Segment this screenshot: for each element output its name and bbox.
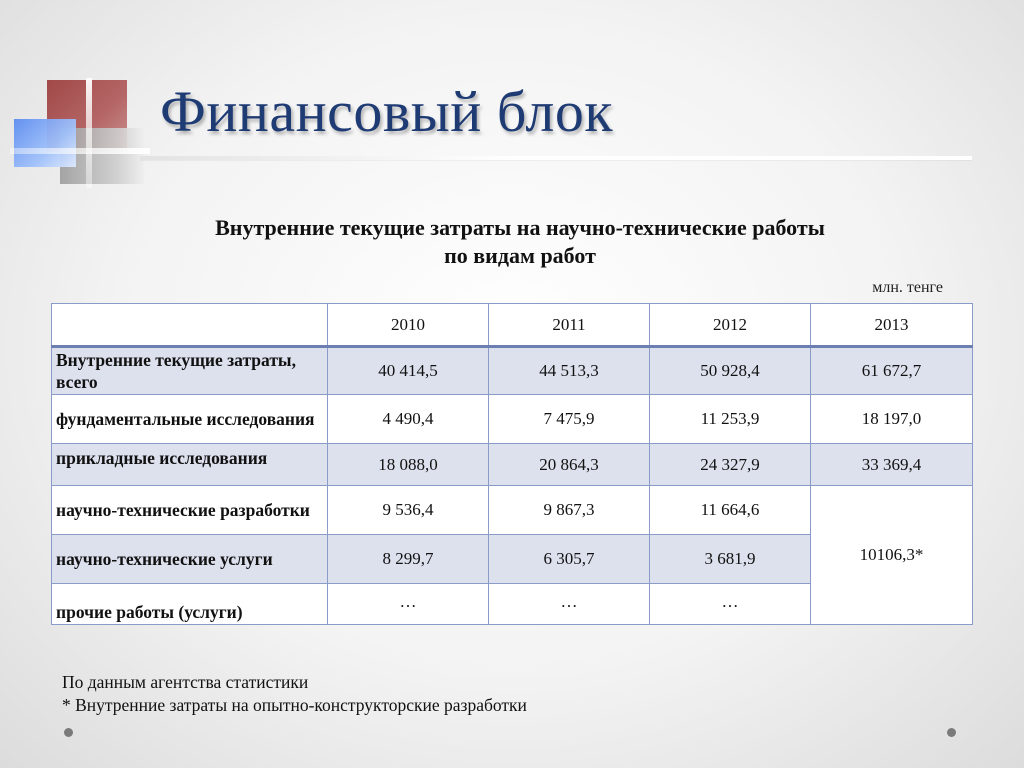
- table-cell: 18 197,0: [811, 395, 973, 444]
- decor-white-line-horizontal: [10, 148, 150, 154]
- slide-title: Финансовый блок: [160, 79, 614, 144]
- merged-cell-2013: 10106,3*: [811, 486, 973, 625]
- table-cell: 33 369,4: [811, 444, 973, 486]
- table-header-row: [52, 304, 973, 347]
- table-cell: 3 681,9: [650, 535, 811, 584]
- table-row: [52, 347, 973, 395]
- table-cell: 11 664,6: [650, 486, 811, 535]
- row-label: научно-технические разработки: [52, 486, 328, 535]
- row-label: прикладные исследования: [52, 444, 328, 486]
- table-caption-line2: по видам работ: [444, 243, 596, 268]
- table-cell: 24 327,9: [650, 444, 811, 486]
- header-cell-empty: [52, 304, 328, 347]
- table-cell: 18 088,0: [328, 444, 489, 486]
- table-cell: 6 305,7: [489, 535, 650, 584]
- decor-white-line-vertical: [86, 78, 92, 188]
- table-cell: 4 490,4: [328, 395, 489, 444]
- table-cell: 61 672,7: [811, 347, 973, 395]
- table-cell: 40 414,5: [328, 347, 489, 395]
- table-cell: 9 536,4: [328, 486, 489, 535]
- table-row: [52, 444, 973, 486]
- bottom-right-dot: [947, 728, 956, 737]
- table-cell: 11 253,9: [650, 395, 811, 444]
- header-cell-2013: 2013: [811, 304, 973, 347]
- row-label: прочие работы (услуги): [52, 584, 328, 625]
- header-cell-2012: 2012: [650, 304, 811, 347]
- data-table: [51, 303, 973, 625]
- footnotes: [62, 671, 527, 717]
- header-cell-2010: 2010: [328, 304, 489, 347]
- table-cell: …: [489, 584, 650, 625]
- row-label: научно-технические услуги: [52, 535, 328, 584]
- table-cell: 20 864,3: [489, 444, 650, 486]
- units-label: млн. тенге: [872, 279, 943, 296]
- bottom-left-dot: [64, 728, 73, 737]
- table-row: [52, 486, 973, 535]
- table-cell: …: [650, 584, 811, 625]
- table-cell: 50 928,4: [650, 347, 811, 395]
- table-cell: 44 513,3: [489, 347, 650, 395]
- table-caption-line1: Внутренние текущие затраты на научно-технические работы: [215, 215, 825, 240]
- asterisk-note: * Внутренние затраты на опытно-конструкторские разработки: [62, 695, 527, 715]
- row-label: Внутренние текущие затраты, всего: [52, 347, 328, 395]
- table-row: [52, 395, 973, 444]
- table-caption: [60, 214, 980, 270]
- title-underline: [140, 156, 972, 160]
- source-note: По данным агентства статистики: [62, 672, 309, 692]
- table-cell: 8 299,7: [328, 535, 489, 584]
- table-cell: 7 475,9: [489, 395, 650, 444]
- header-cell-2011: 2011: [489, 304, 650, 347]
- table-cell: 9 867,3: [489, 486, 650, 535]
- row-label: фундаментальные исследования: [52, 395, 328, 444]
- decor-blue-square: [14, 119, 76, 167]
- table-cell: …: [328, 584, 489, 625]
